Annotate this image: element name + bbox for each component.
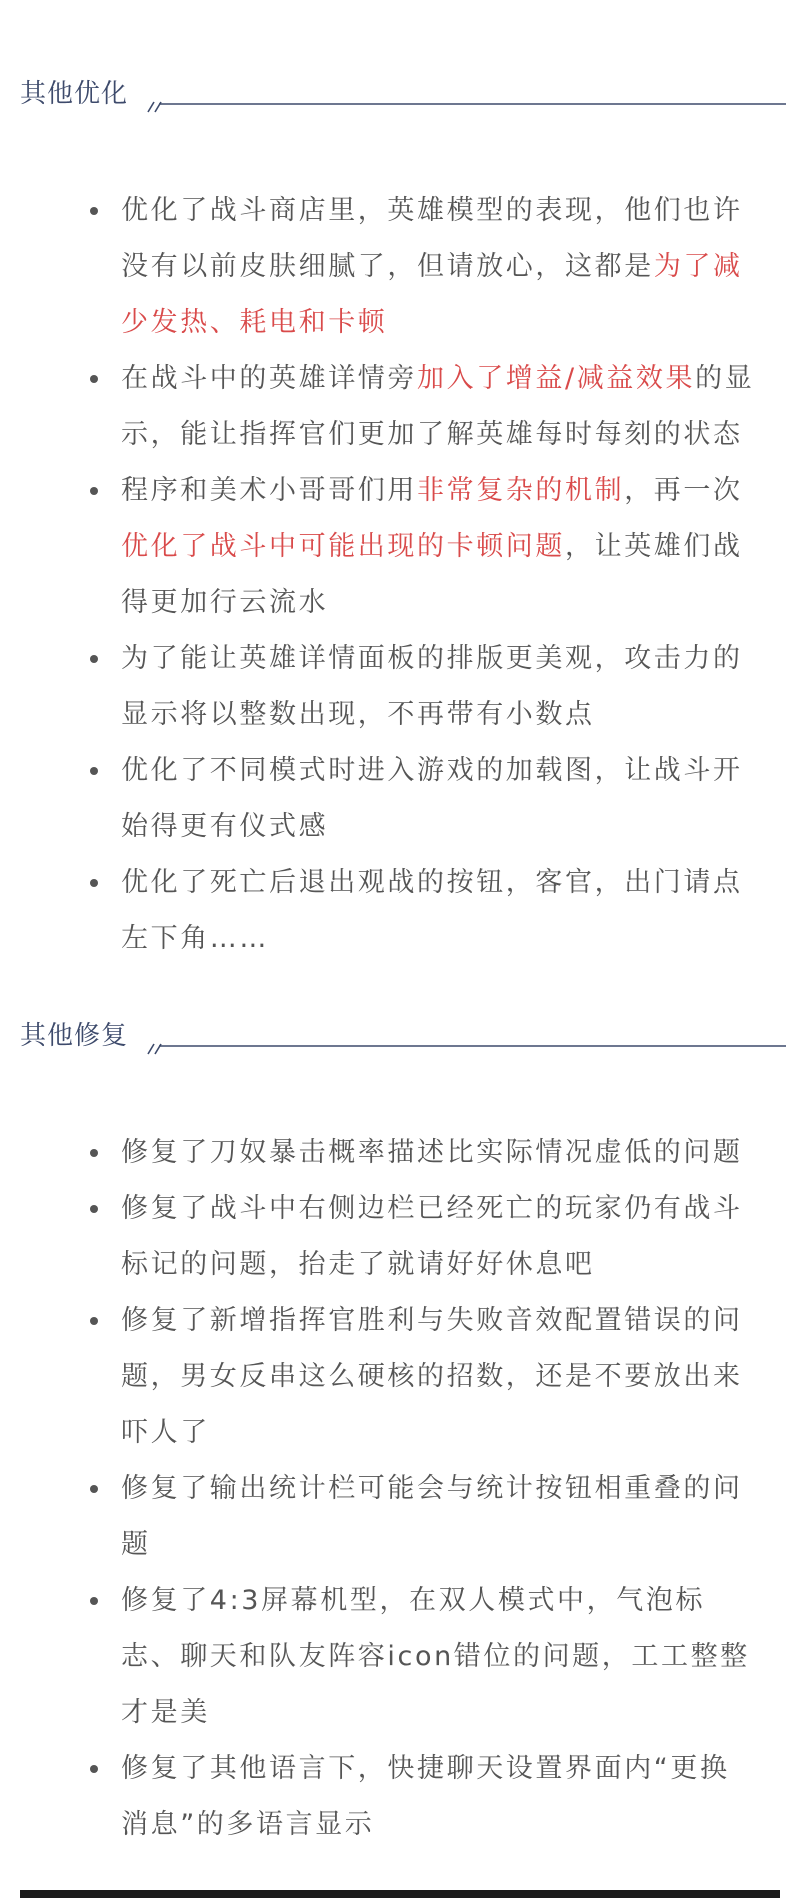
bullet-dot-icon bbox=[90, 767, 98, 775]
list-item bbox=[0, 1181, 800, 1293]
list-item bbox=[0, 1741, 800, 1853]
item-text: ，再一次 bbox=[624, 475, 743, 506]
highlighted-text: 加入了增益/减益效果 bbox=[417, 363, 696, 394]
highlighted-text: 为了减少发热、耗电和卡顿 bbox=[121, 251, 743, 338]
bullet-dot-icon bbox=[90, 1485, 98, 1493]
list-item bbox=[0, 631, 800, 743]
item-text: 优化了死亡后退出观战的按钮，客官，出门请点左下角…… bbox=[121, 867, 743, 954]
list-item bbox=[0, 1125, 800, 1181]
optimization-list bbox=[0, 183, 800, 967]
fix-list bbox=[0, 1125, 800, 1853]
bullet-dot-icon bbox=[90, 1597, 98, 1605]
item-text: ，让英雄们战得更加行云流水 bbox=[121, 531, 743, 618]
item-text: 优化了不同模式时进入游戏的加载图，让战斗开始得更有仪式感 bbox=[121, 755, 743, 842]
bullet-dot-icon bbox=[90, 1765, 98, 1773]
item-text: 修复了其他语言下，快捷聊天设置界面内“更换消息”的多语言显示 bbox=[121, 1753, 730, 1840]
list-item bbox=[0, 183, 800, 351]
section-optimizations bbox=[0, 74, 800, 967]
list-item bbox=[0, 1293, 800, 1461]
item-text: 的显示，能让指挥官们更加了解英雄每时每刻的状态 bbox=[121, 363, 755, 450]
section-fixes bbox=[0, 1016, 800, 1853]
section-header bbox=[0, 74, 800, 114]
item-text: 修复了战斗中右侧边栏已经死亡的玩家仍有战斗标记的问题，抬走了就请好好休息吧 bbox=[121, 1193, 743, 1280]
bullet-dot-icon bbox=[90, 207, 98, 215]
section-title: 其他优化 bbox=[20, 79, 129, 109]
list-item bbox=[0, 463, 800, 631]
list-item bbox=[0, 1573, 800, 1741]
section-header bbox=[0, 1016, 800, 1056]
bullet-dot-icon bbox=[90, 879, 98, 887]
list-item bbox=[0, 1461, 800, 1573]
item-text: 修复了输出统计栏可能会与统计按钮相重叠的问题 bbox=[121, 1473, 743, 1560]
item-text: 程序和美术小哥哥们用 bbox=[121, 475, 417, 506]
bullet-dot-icon bbox=[90, 1149, 98, 1157]
item-text: 优化了战斗商店里，英雄模型的表现，他们也许没有以前皮肤细腻了，但请放心，这都是 bbox=[121, 195, 743, 282]
bottom-bar bbox=[20, 1890, 780, 1898]
highlighted-text: 非常复杂的机制 bbox=[417, 475, 625, 506]
section-divider-rule bbox=[146, 1024, 786, 1056]
highlighted-text: 优化了战斗中可能出现的卡顿问题 bbox=[121, 531, 565, 562]
section-title: 其他修复 bbox=[20, 1021, 129, 1051]
bullet-dot-icon bbox=[90, 655, 98, 663]
list-item bbox=[0, 743, 800, 855]
section-divider-rule bbox=[146, 82, 786, 114]
bullet-dot-icon bbox=[90, 1317, 98, 1325]
item-text: 修复了4:3屏幕机型，在双人模式中，气泡标志、聊天和队友阵容icon错位的问题，工工整整才是美 bbox=[121, 1585, 750, 1728]
bullet-dot-icon bbox=[90, 1205, 98, 1213]
item-text: 修复了刀奴暴击概率描述比实际情况虚低的问题 bbox=[121, 1137, 743, 1168]
bullet-dot-icon bbox=[90, 375, 98, 383]
list-item bbox=[0, 351, 800, 463]
item-text: 为了能让英雄详情面板的排版更美观，攻击力的显示将以整数出现，不再带有小数点 bbox=[121, 643, 743, 730]
bullet-dot-icon bbox=[90, 487, 98, 495]
list-item bbox=[0, 855, 800, 967]
item-text: 修复了新增指挥官胜利与失败音效配置错误的问题，男女反串这么硬核的招数，还是不要放出来吓人了 bbox=[121, 1305, 743, 1448]
item-text: 在战斗中的英雄详情旁 bbox=[121, 363, 417, 394]
